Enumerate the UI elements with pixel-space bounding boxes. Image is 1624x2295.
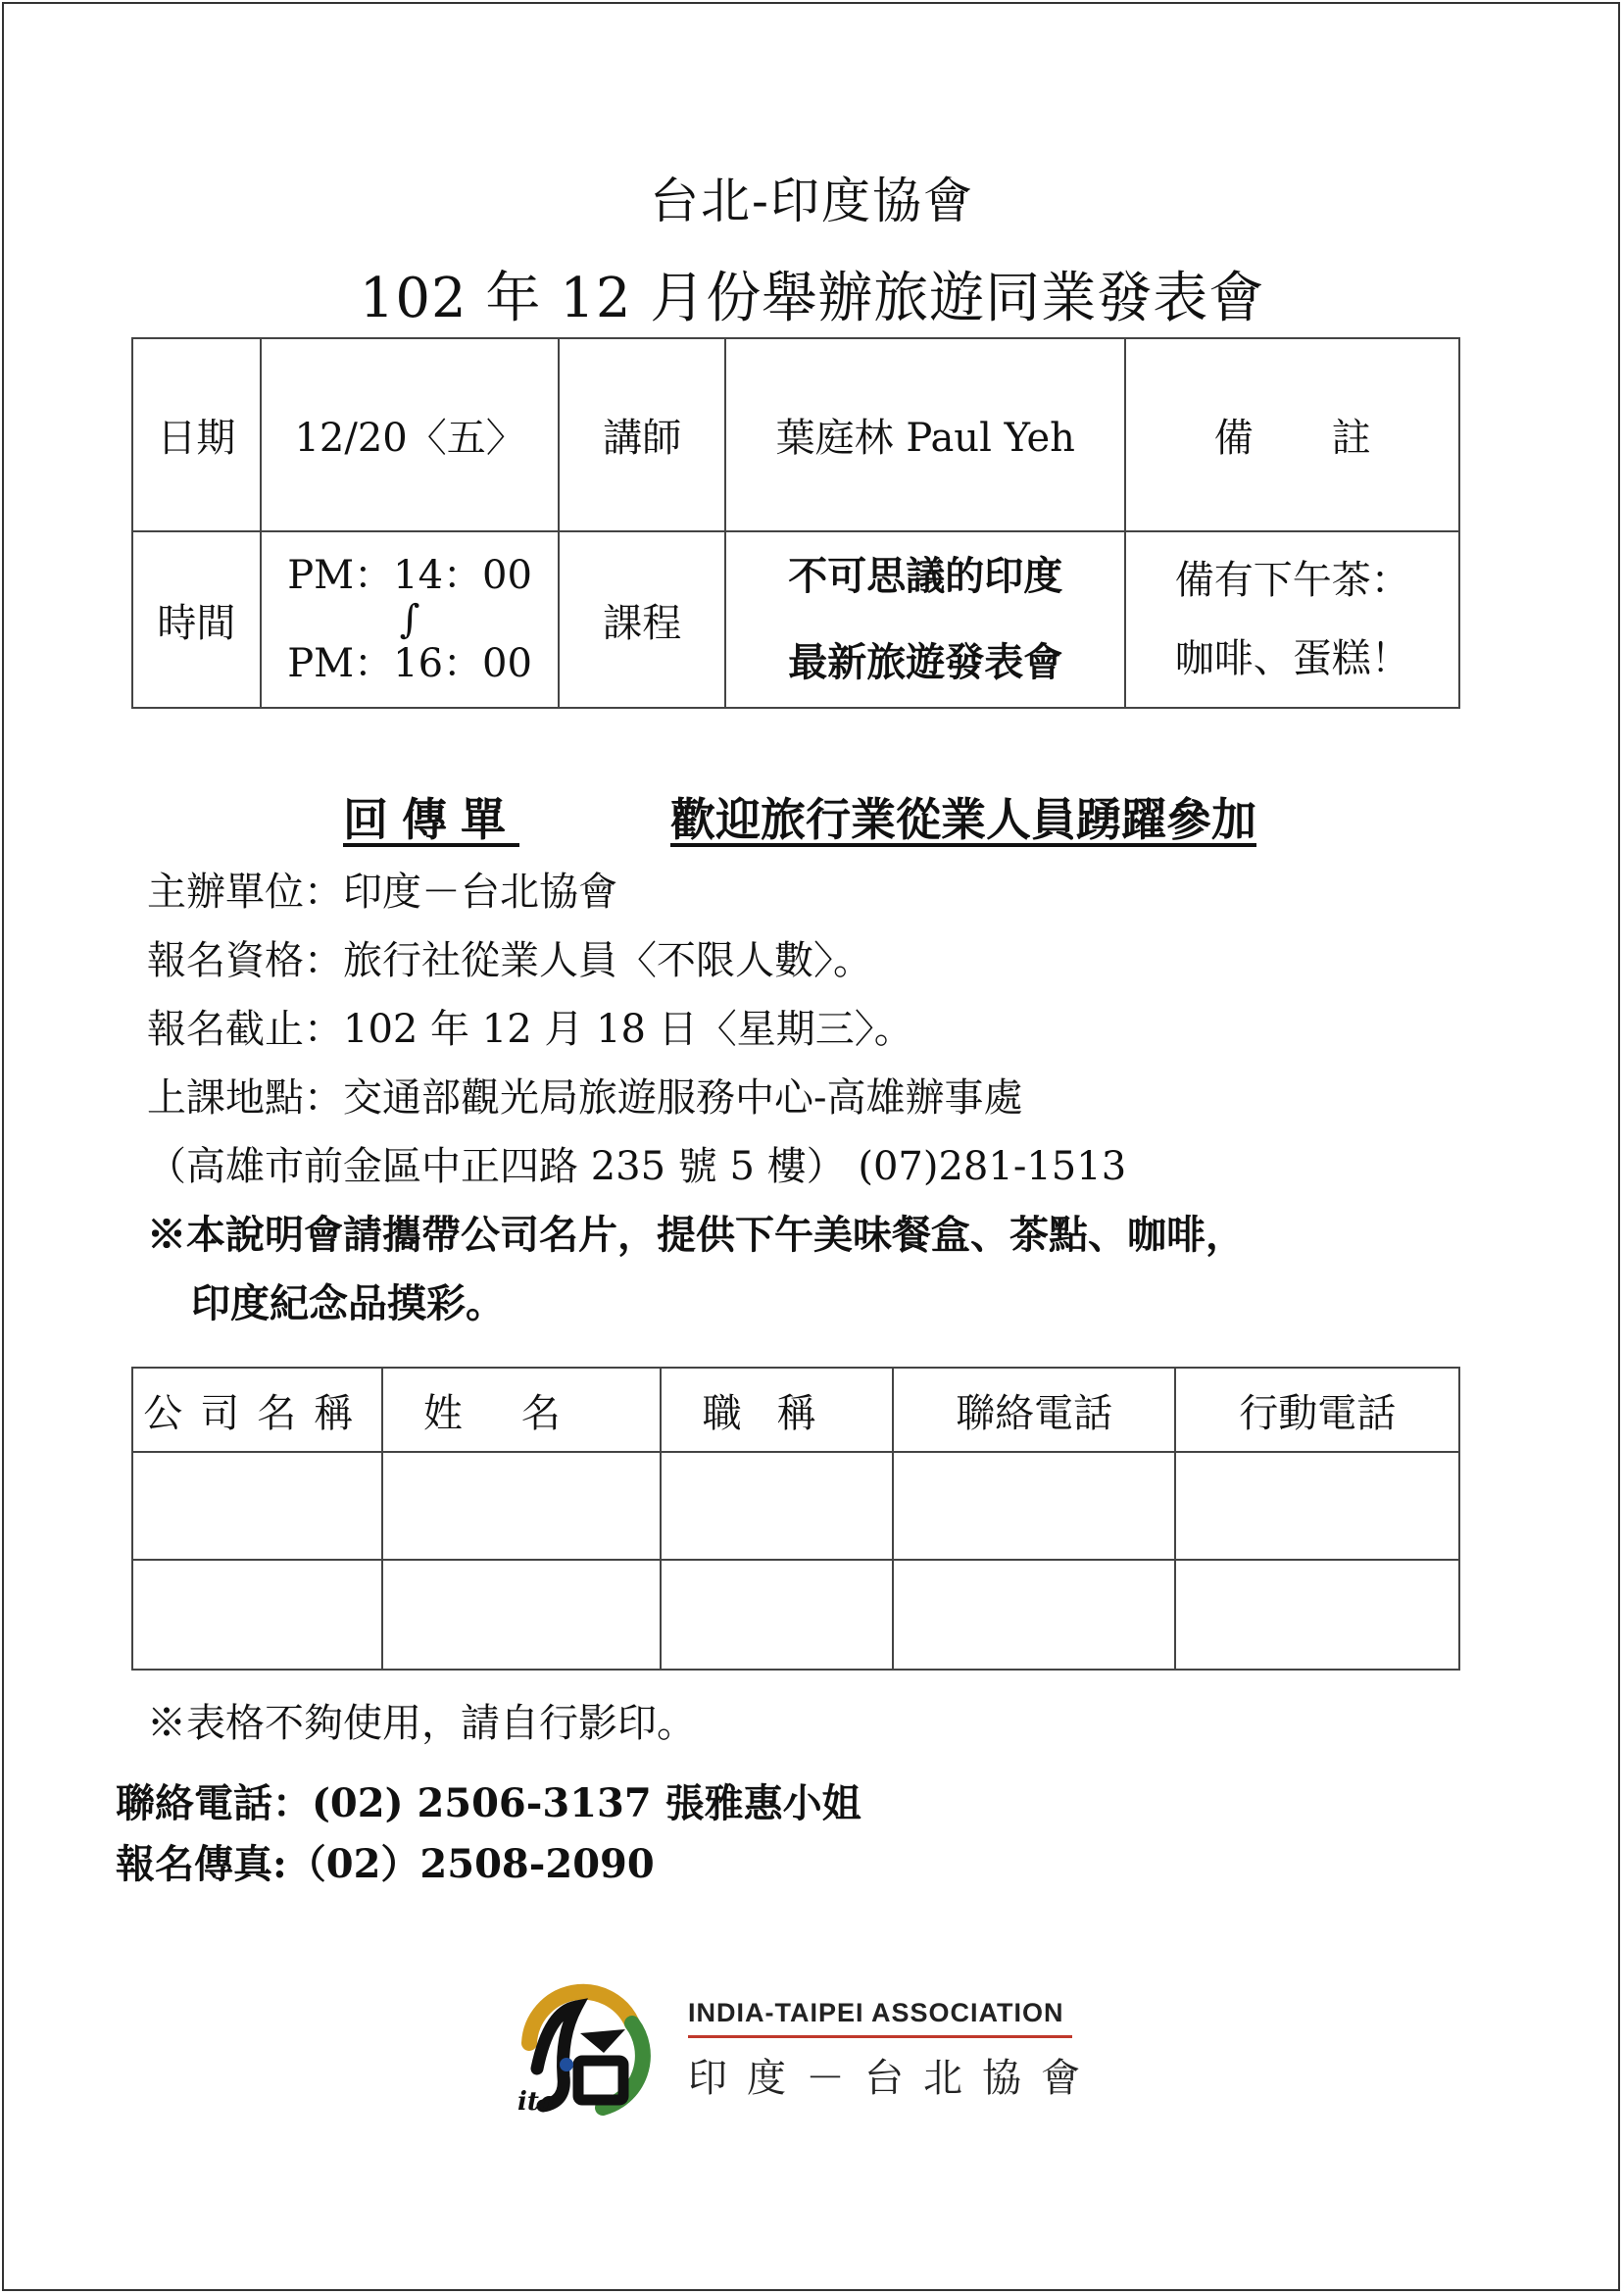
name-cell[interactable] [382,1452,662,1560]
phone-cell[interactable] [893,1560,1176,1670]
phone-cell[interactable] [893,1452,1176,1560]
company-cell[interactable] [132,1560,382,1670]
name-cell[interactable] [382,1560,662,1670]
deadline-line: 報名截止：102 年 12 月 18 日〈星期三〉。 [147,1007,913,1052]
org-name-chinese: 印度－台北協會 [688,2056,1100,2101]
time-label: 時間 [132,531,261,708]
header-mobile: 行動電話 [1175,1368,1459,1452]
header-company: 公司名稱 [132,1368,382,1452]
contact-phone: 聯絡電話：(02) 2506-3137 張雅惠小姐 [116,1780,861,1826]
time-value [261,531,560,708]
time-start: PM：14：00 [287,553,532,598]
contact-fax: 報名傳真:（02）2508-2090 [116,1841,655,1887]
organizer-line: 主辦單位：印度－台北協會 [147,870,617,915]
remarks-label: 備 註 [1125,338,1459,531]
table-row [132,531,1459,708]
table-row [132,1452,1459,1560]
header-name: 姓名 [382,1368,662,1452]
welcome-heading: 歡迎旅行業從業人員踴躍參加 [670,793,1256,846]
time-separator: ∫ [399,597,420,642]
table-row [132,338,1459,531]
qualification-line: 報名資格：旅行社從業人員〈不限人數〉。 [147,938,872,983]
date-value: 12/20〈五〉 [261,338,560,531]
remarks-line-1: 備有下午茶： [1174,558,1410,603]
logo-mark-text: ita [517,2087,556,2117]
title-cell[interactable] [661,1452,893,1560]
date-label: 日期 [132,338,261,531]
course-line-2: 最新旅遊發表會 [788,639,1063,685]
notice-line-1: ※本說明會請攜帶公司名片，提供下午美味餐盒、茶點、咖啡， [147,1212,1245,1258]
org-name-english: INDIA-TAIPEI ASSOCIATION [688,1998,1064,2027]
table-row [132,1560,1459,1670]
title-cell[interactable] [661,1560,893,1670]
course-line-1: 不可思議的印度 [788,553,1063,599]
speaker-value: 葉庭林 Paul Yeh [725,338,1125,531]
notice-line-2: 印度紀念品摸彩。 [191,1280,505,1326]
venue-line: 上課地點：交通部觀光局旅遊服務中心-高雄辦事處 [147,1075,1023,1121]
event-subtitle: 102 年 12 月份舉辦旅遊同業發表會 [359,267,1265,330]
header-title: 職稱 [661,1368,893,1452]
remarks-line-2: 咖啡、蛋糕！ [1174,636,1410,681]
photocopy-note: ※表格不夠使用，請自行影印。 [147,1701,696,1746]
address-line: （高雄市前金區中正四路 235 號 5 樓） (07)281-1513 [147,1144,1127,1189]
course-label: 課程 [559,531,725,708]
company-cell[interactable] [132,1452,382,1560]
ita-logo-icon [510,1982,652,2120]
header-phone: 聯絡電話 [893,1368,1176,1452]
course-value [725,531,1125,708]
mobile-cell[interactable] [1175,1560,1459,1670]
speaker-label: 講師 [559,338,725,531]
event-info-table [131,337,1460,709]
reply-form-title: 回傳單 [343,793,519,846]
logo-divider [688,2035,1072,2038]
registration-table [131,1367,1460,1671]
time-end: PM：16：00 [287,641,532,686]
remarks-value [1125,531,1459,708]
page-title: 台北-印度協會 [650,173,974,229]
mobile-cell[interactable] [1175,1452,1459,1560]
table-header-row [132,1368,1459,1452]
